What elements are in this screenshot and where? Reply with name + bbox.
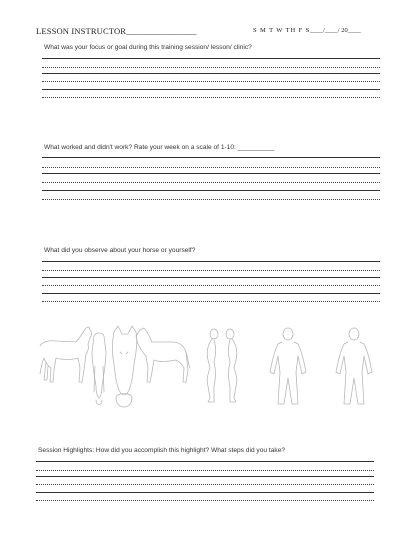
horse-side-right-icon <box>136 328 190 382</box>
answer-line[interactable] <box>42 73 380 74</box>
answer-line[interactable] <box>42 157 380 158</box>
horse-side-left-icon <box>40 327 92 382</box>
answer-line[interactable] <box>36 461 374 462</box>
answer-line[interactable] <box>36 470 374 471</box>
answer-line[interactable] <box>42 58 380 59</box>
answer-line[interactable] <box>36 492 374 493</box>
question-observe: What did you observe about your horse or yourself? <box>44 247 196 254</box>
human-side-right-icon <box>226 329 237 402</box>
human-back-icon <box>336 328 372 404</box>
answer-line[interactable] <box>36 484 374 485</box>
answer-line[interactable] <box>42 285 380 286</box>
horse-head-front-icon <box>113 326 137 407</box>
answer-line[interactable] <box>42 293 380 294</box>
answer-line[interactable] <box>42 277 380 278</box>
question-focus-goal: What was your focus or goal during this training session/ lesson/ clinic? <box>44 44 252 51</box>
answer-line[interactable] <box>42 173 380 174</box>
answer-line[interactable] <box>42 270 380 271</box>
answer-line[interactable] <box>42 261 380 262</box>
weekday-selector[interactable]: S M T W TH F S <box>253 26 311 34</box>
date-field[interactable]: ____/____/ 20____ <box>310 26 361 34</box>
body-diagram-figures <box>36 322 381 422</box>
answer-line[interactable] <box>42 190 380 191</box>
question-worked-rating: What worked and didn't work? Rate your week on a scale of 1-10: __________ <box>44 144 275 151</box>
instructor-title: LESSON INSTRUCTOR________________ <box>36 26 197 36</box>
answer-line[interactable] <box>42 67 380 68</box>
answer-line[interactable] <box>42 182 380 183</box>
question-session-highlights: Session Highlights: How did you accomplish this highlight? What steps did you take? <box>38 447 286 454</box>
page-header <box>36 26 381 38</box>
answer-line[interactable] <box>42 199 380 200</box>
horse-front-left-icon <box>92 333 106 405</box>
figure-illustrations <box>36 322 381 422</box>
answer-line[interactable] <box>42 301 380 302</box>
answer-line[interactable] <box>42 81 380 82</box>
answer-line[interactable] <box>36 476 374 477</box>
answer-line[interactable] <box>42 167 380 168</box>
answer-line[interactable] <box>42 89 380 90</box>
answer-line[interactable] <box>42 97 380 98</box>
human-front-icon <box>270 328 306 404</box>
human-side-left-icon <box>207 329 218 402</box>
answer-line[interactable] <box>36 500 374 501</box>
